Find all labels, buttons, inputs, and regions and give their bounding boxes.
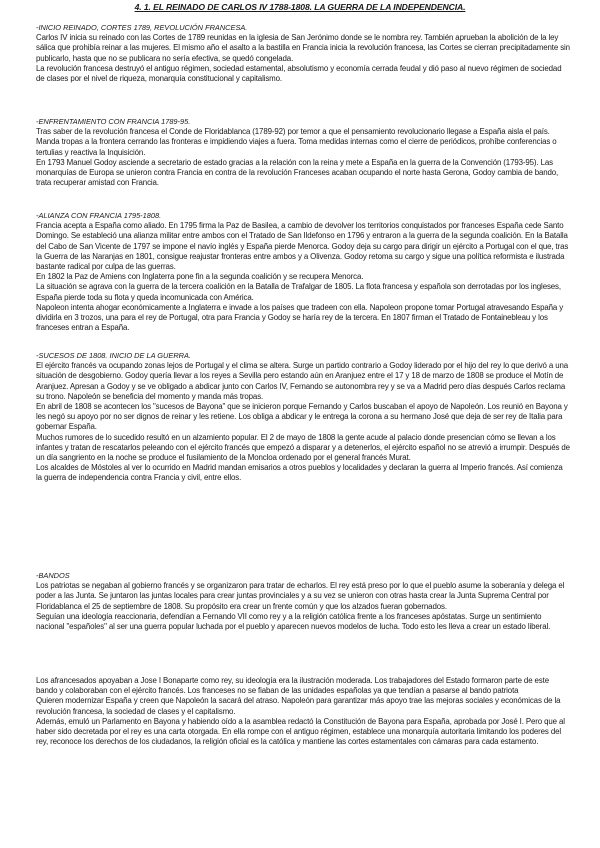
section-alianza [36,211,570,333]
paragraph: Muchos rumores de lo sucedido resultó en un alzamiento popular. El 2 de mayo de 1808 la gente acude al palacio donde presencian cómo se llevan a los infantes y tratan de rescatarlos peleando con el ejército francés que empezó a disparar y a detenerlos, el ejército español no se atrevió a irrumpir. Después de un día sangriento en la noche se produce el fusilamiento de la Moncloa ordenado por el general francés Murat. [36,432,570,463]
section-heading: -BANDOS [36,571,70,580]
section-heading: -ENFRENTAMIENTO CON FRANCIA 1789-95. [36,117,191,126]
paragraph: En 1793 Manuel Godoy asciende a secretario de estado gracias a la relación con la reina y mete a España en la guerra de la Convención (1793-95). Las monarquías de Europa se unieron contra Francia en contra de la revolución Franceses acaban ocupando el norte hasta Gerona, Godoy cambia de bando, trata recuperar amistad con Francia. [36,157,559,188]
paragraph: Los patriotas se negaban al gobierno francés y se organizaron para tratar de echarlos. El rey está preso por lo que el pueblo asume la soberanía y delega el poder a las Junta. Se juntaron las juntas locales para crear juntas provinciales y a su vez se unieron con otras hasta crear la Junta Suprema Central por Floridablanca el 25 de septiembre de 1808. Su propósito era crear un frente común y que los alzados fueran gobernados. [36,581,565,611]
section-afrancesados [36,676,570,747]
section-sucesos-1808 [36,351,570,484]
section-bandos [36,571,570,632]
paragraph: La revolución francesa destruyó el antiguo régimen, sociedad estamental, absolutismo y economía cerrada feudal y dió paso al nuevo régimen de sociedad de clases por el nivel de riqueza, monarquía constitucional y capitalismo. [36,63,562,84]
section-heading: -ALIANZA CON FRANCIA 1795-1808. [36,211,162,220]
paragraph: En 1802 la Paz de Amiens con Inglaterra pone fin a la segunda coalición y se recupera Menorca. [36,272,364,282]
document-title: 4. 1. EL REINADO DE CARLOS IV 1788-1808. LA GUERRA DE LA INDEPENDENCIA. [134,2,466,12]
section-heading: -SUCESOS DE 1808. INICIO DE LA GUERRA. [36,351,191,360]
paragraph: Napoleon intenta ahogar económicamente a Inglaterra e invade a los países que tradeen con ella. Napoleon propone tomar Portugal atravesando España y dividirla en 3 trozos, una para el rey de Portugal, otra para Francia y Godoy se haría rey de la tercera. En 1807 firman el Tratado de Fontainebleau y los franceses entran a España. [36,302,564,333]
paragraph: Tras saber de la revolución francesa el Conde de Floridablanca (1789-92) por temor a que el pensamiento revolucionario llegase a España aisla el país. Manda tropas a la frontera cerrando las fronteras e impidiendo viajes a fuera. Toma medidas internas como el cierre de periódicos, prohíbe conferencias o tertulias y reactiva la Inquisición. [36,127,557,157]
section-heading: -INICIO REINADO, CORTES 1789, REVOLUCIÓN FRANCESA. [36,23,248,32]
paragraph: Los afrancesados apoyaban a Jose I Bonaparte como rey, su ideología era la ilustración moderada. Los trabajadores del Estado formaron parte de este bando y colaboraban con el ejército francés. Los franceses no se fiaban de las unidades españolas ya que tendían a pasarse al bando patriota [36,676,549,696]
paragraph: Francia acepta a España como aliado. En 1795 firma la Paz de Basilea, a cambio de devolver los territorios conquistados por franceses España cede Santo Domingo. Se estableció una alianza militar entre ambos con el Tratado de San Ildefonso en 1796 y entraron a la guerra de la segunda coalición. En la Batalla del Cabo de San Vicente de 1797 se impone el navío inglés y España pierde Menorca. Godoy deja su cargo para dirigir un ejército a Portugal con el que, tras la Guerra de las Naranjas en 1801, consigue reajustar fronteras entre ambos y a Olivenza. Godoy retoma su cargo y sigue una política reformista e ilustrada bastante radical por culpa de las guerras. [36,221,569,272]
paragraph: El ejército francés va ocupando zonas lejos de Portugal y el clima se altera. Surge un partido contrario a Godoy liderado por el hijo del rey lo que derivó a una situación de desgobierno. Godoy quería llevar a los reyes a Sevilla pero estando aún en Aranjuez entre el 17 y 18 de marzo de 1808 se produce el Motín de Aranjuez. Apresan a Godoy y se ve obligado a abdicar junto con Carlos IV, Fernando se autonombra rey y se va a Madrid pero días después Carlos reclama su trono. Napoleón se beneficia del momento y manda más tropas. [36,361,569,401]
paragraph: Carlos IV inicia su reinado con las Cortes de 1789 reunidas en la iglesia de San Jerónimo donde se le nombra rey. También aprueban la abolición de la ley sálica que prohibía reinar a las mujeres. El mismo año el asalto a la bastilla en Francia inicia la revolución francesa, las Cortes se cierran precipitadamente sin publicarlo, hasta que no se publicara no sería efectiva, se quedó congelada. [36,33,570,63]
paragraph: Seguían una ideología reaccionaria, defendían a Fernando VII como rey y a la religión católica frente a los franceses apóstatas. Surge un sentimiento nacional "españoles" al ser una guerra popular luchada por el pueblo y aparecen nuevos modelos de lucha. Todo esto les lleva a crear un estado liberal. [36,611,551,632]
paragraph: La situación se agrava con la guerra de la tercera coalición en la Batalla de Trafalgar de 1805. La flota francesa y española son derrotadas por los ingleses, España pierde toda su flota y queda incomunicada con América. [36,282,561,302]
paragraph: Quieren modernizar España y creen que Napoleón la sacará del atraso. Napoleón para garantizar más apoyo trae las mejoras sociales y económicas de la revolución francesa, la sociedad de clases y el capitalismo. [36,696,561,716]
paragraph: Además, emuló un Parlamento en Bayona y habiendo oído a la asamblea redactó la Constitución de Bayona para España, aprobada por José I. Pero que al haber sido decretada por el rey es una carta otorgada. En ella rompe con el antiguo régimen, establece una monarquía autoritaria limitando los poderes del rey, reconoce los derechos de los ciudadanos, la religión oficial es la católica y mantiene las cortes estamentales con cámaras para cada estamento. [36,716,565,747]
paragraph: Los alcaldes de Móstoles al ver lo ocurrido en Madrid mandan emisarios a otros pueblos y localidades y declaran la guerra al Imperio francés. Así comienza la guerra de independencia contra Francia y civil, entre ellos. [36,463,563,483]
section-enfrentamiento [36,117,570,188]
paragraph: En abril de 1808 se acontecen los "sucesos de Bayona" que se inicieron porque Fernando y Carlos buscaban el apoyo de Napoleón. Los reunió en Bayona y les negó su apoyo por no ser dignos de reinar y les retiene. Los obliga a abdicar y le entrega la corona a su hermano José que deja de ser rey de Italia para gobernar España. [36,402,568,432]
section-inicio-reinado [36,23,570,84]
